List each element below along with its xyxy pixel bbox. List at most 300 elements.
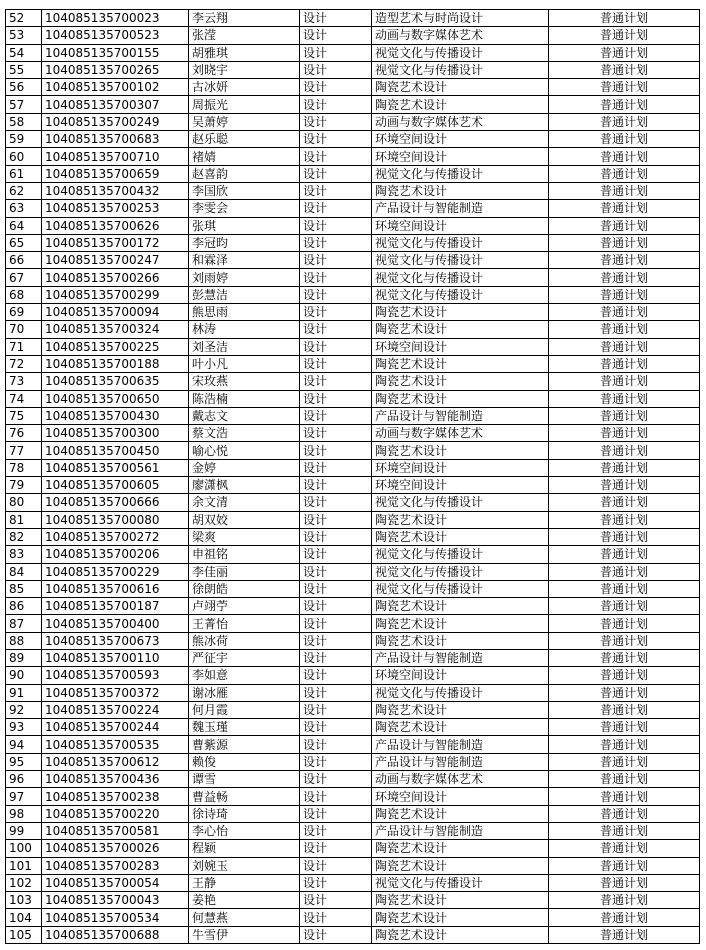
- subject-category: 设计: [300, 234, 372, 251]
- subject-category: 设计: [300, 701, 372, 718]
- major-name: 视觉文化与传播设计: [372, 563, 549, 580]
- student-name: 卢翊苧: [189, 598, 300, 615]
- table-row: [6, 840, 700, 857]
- admission-plan: 普通计划: [549, 511, 700, 528]
- subject-category: 设计: [300, 909, 372, 926]
- student-name: 彭慧洁: [189, 286, 300, 303]
- table-row: [6, 857, 700, 874]
- subject-category: 设计: [300, 286, 372, 303]
- table-row: [6, 304, 700, 321]
- subject-category: 设计: [300, 113, 372, 130]
- table-row: [6, 269, 700, 286]
- admission-plan: 普通计划: [549, 719, 700, 736]
- row-number: 92: [6, 701, 42, 718]
- student-name: 林涛: [189, 321, 300, 338]
- student-name: 褚婧: [189, 148, 300, 165]
- student-name: 陈浩楠: [189, 390, 300, 407]
- row-number: 79: [6, 477, 42, 494]
- major-name: 产品设计与智能制造: [372, 200, 549, 217]
- table-row: [6, 753, 700, 770]
- admission-plan: 普通计划: [549, 909, 700, 926]
- table-row: [6, 926, 700, 943]
- admission-plan: 普通计划: [549, 425, 700, 442]
- major-name: 陶瓷艺术设计: [372, 701, 549, 718]
- major-name: 环境空间设计: [372, 338, 549, 355]
- subject-category: 设计: [300, 61, 372, 78]
- row-number: 93: [6, 719, 42, 736]
- candidate-id: 104085135700650: [42, 390, 189, 407]
- major-name: 陶瓷艺术设计: [372, 321, 549, 338]
- row-number: 99: [6, 822, 42, 839]
- subject-category: 设计: [300, 494, 372, 511]
- admission-plan: 普通计划: [549, 286, 700, 303]
- major-name: 视觉文化与传播设计: [372, 684, 549, 701]
- table-row: [6, 909, 700, 926]
- admission-plan: 普通计划: [549, 598, 700, 615]
- major-name: 陶瓷艺术设计: [372, 857, 549, 874]
- subject-category: 设计: [300, 632, 372, 649]
- candidate-id: 104085135700110: [42, 649, 189, 666]
- candidate-id: 104085135700612: [42, 753, 189, 770]
- table-row: [6, 719, 700, 736]
- candidate-id: 104085135700300: [42, 425, 189, 442]
- row-number: 52: [6, 10, 42, 27]
- candidate-id: 104085135700054: [42, 874, 189, 891]
- subject-category: 设计: [300, 926, 372, 943]
- major-name: 产品设计与智能制造: [372, 649, 549, 666]
- student-name: 刘雨婷: [189, 269, 300, 286]
- student-name: 牛雪伊: [189, 926, 300, 943]
- student-name: 谢冰雁: [189, 684, 300, 701]
- row-number: 77: [6, 442, 42, 459]
- major-name: 陶瓷艺术设计: [372, 511, 549, 528]
- row-number: 95: [6, 753, 42, 770]
- student-name: 张琪: [189, 217, 300, 234]
- candidate-id: 104085135700023: [42, 10, 189, 27]
- admission-plan: 普通计划: [549, 822, 700, 839]
- student-name: 徐朗皓: [189, 580, 300, 597]
- student-name: 周振光: [189, 96, 300, 113]
- table-row: [6, 580, 700, 597]
- candidate-id: 104085135700026: [42, 840, 189, 857]
- table-row: [6, 338, 700, 355]
- candidate-id: 104085135700432: [42, 182, 189, 199]
- student-name: 余文清: [189, 494, 300, 511]
- major-name: 产品设计与智能制造: [372, 407, 549, 424]
- table-row: [6, 165, 700, 182]
- candidate-id: 104085135700593: [42, 667, 189, 684]
- student-name: 李云翔: [189, 10, 300, 27]
- candidate-id: 104085135700172: [42, 234, 189, 251]
- candidate-id: 104085135700372: [42, 684, 189, 701]
- admission-plan: 普通计划: [549, 528, 700, 545]
- row-number: 88: [6, 632, 42, 649]
- row-number: 67: [6, 269, 42, 286]
- table-row: [6, 459, 700, 476]
- major-name: 环境空间设计: [372, 667, 549, 684]
- row-number: 96: [6, 771, 42, 788]
- student-name: 梁爽: [189, 528, 300, 545]
- subject-category: 设计: [300, 182, 372, 199]
- row-number: 101: [6, 857, 42, 874]
- student-name: 申祖铭: [189, 546, 300, 563]
- row-number: 74: [6, 390, 42, 407]
- admission-list-table: [5, 9, 700, 944]
- row-number: 76: [6, 425, 42, 442]
- major-name: 产品设计与智能制造: [372, 753, 549, 770]
- row-number: 83: [6, 546, 42, 563]
- admission-plan: 普通计划: [549, 61, 700, 78]
- subject-category: 设计: [300, 684, 372, 701]
- major-name: 环境空间设计: [372, 459, 549, 476]
- table-row: [6, 788, 700, 805]
- candidate-id: 104085135700400: [42, 615, 189, 632]
- table-row: [6, 701, 700, 718]
- major-name: 视觉文化与传播设计: [372, 286, 549, 303]
- major-name: 陶瓷艺术设计: [372, 79, 549, 96]
- candidate-id: 104085135700244: [42, 719, 189, 736]
- row-number: 94: [6, 736, 42, 753]
- student-name: 胡双姣: [189, 511, 300, 528]
- table-row: [6, 79, 700, 96]
- row-number: 70: [6, 321, 42, 338]
- admission-plan: 普通计划: [549, 27, 700, 44]
- table-row: [6, 148, 700, 165]
- subject-category: 设计: [300, 649, 372, 666]
- major-name: 视觉文化与传播设计: [372, 61, 549, 78]
- subject-category: 设计: [300, 459, 372, 476]
- subject-category: 设计: [300, 788, 372, 805]
- admission-plan: 普通计划: [549, 79, 700, 96]
- student-name: 李冠昀: [189, 234, 300, 251]
- student-name: 刘晓宇: [189, 61, 300, 78]
- candidate-id: 104085135700666: [42, 494, 189, 511]
- student-name: 刘婉玉: [189, 857, 300, 874]
- row-number: 61: [6, 165, 42, 182]
- major-name: 动画与数字媒体艺术: [372, 113, 549, 130]
- candidate-id: 104085135700307: [42, 96, 189, 113]
- candidate-id: 104085135700225: [42, 338, 189, 355]
- major-name: 环境空间设计: [372, 131, 549, 148]
- subject-category: 设计: [300, 44, 372, 61]
- row-number: 62: [6, 182, 42, 199]
- admission-plan: 普通计划: [549, 736, 700, 753]
- table-row: [6, 477, 700, 494]
- student-name: 姜艳: [189, 892, 300, 909]
- admission-plan: 普通计划: [549, 753, 700, 770]
- major-name: 造型艺术与时尚设计: [372, 10, 549, 27]
- subject-category: 设计: [300, 252, 372, 269]
- admission-plan: 普通计划: [549, 234, 700, 251]
- table-row: [6, 667, 700, 684]
- candidate-id: 104085135700224: [42, 701, 189, 718]
- major-name: 环境空间设计: [372, 148, 549, 165]
- subject-category: 设计: [300, 442, 372, 459]
- major-name: 视觉文化与传播设计: [372, 874, 549, 891]
- table-row: [6, 182, 700, 199]
- student-name: 戴志文: [189, 407, 300, 424]
- student-name: 刘圣洁: [189, 338, 300, 355]
- admission-plan: 普通计划: [549, 874, 700, 891]
- major-name: 产品设计与智能制造: [372, 822, 549, 839]
- subject-category: 设计: [300, 528, 372, 545]
- table-row: [6, 598, 700, 615]
- candidate-id: 104085135700247: [42, 252, 189, 269]
- candidate-id: 104085135700561: [42, 459, 189, 476]
- major-name: 视觉文化与传播设计: [372, 546, 549, 563]
- table-row: [6, 528, 700, 545]
- admission-plan: 普通计划: [549, 684, 700, 701]
- student-name: 程颖: [189, 840, 300, 857]
- admission-plan: 普通计划: [549, 44, 700, 61]
- subject-category: 设计: [300, 148, 372, 165]
- admission-plan: 普通计划: [549, 10, 700, 27]
- table-row: [6, 546, 700, 563]
- subject-category: 设计: [300, 27, 372, 44]
- major-name: 陶瓷艺术设计: [372, 719, 549, 736]
- admission-plan: 普通计划: [549, 269, 700, 286]
- candidate-id: 104085135700673: [42, 632, 189, 649]
- major-name: 陶瓷艺术设计: [372, 373, 549, 390]
- candidate-id: 104085135700220: [42, 805, 189, 822]
- subject-category: 设计: [300, 805, 372, 822]
- table-row: [6, 44, 700, 61]
- row-number: 57: [6, 96, 42, 113]
- candidate-id: 104085135700534: [42, 909, 189, 926]
- student-name: 王静: [189, 874, 300, 891]
- row-number: 78: [6, 459, 42, 476]
- candidate-id: 104085135700324: [42, 321, 189, 338]
- row-number: 71: [6, 338, 42, 355]
- subject-category: 设计: [300, 165, 372, 182]
- admission-plan: 普通计划: [549, 771, 700, 788]
- table-row: [6, 822, 700, 839]
- row-number: 81: [6, 511, 42, 528]
- student-name: 王菁怡: [189, 615, 300, 632]
- subject-category: 设计: [300, 892, 372, 909]
- row-number: 104: [6, 909, 42, 926]
- student-name: 宋玫燕: [189, 373, 300, 390]
- subject-category: 设计: [300, 598, 372, 615]
- major-name: 陶瓷艺术设计: [372, 632, 549, 649]
- subject-category: 设计: [300, 338, 372, 355]
- candidate-id: 104085135700430: [42, 407, 189, 424]
- table-row: [6, 511, 700, 528]
- major-name: 陶瓷艺术设计: [372, 390, 549, 407]
- candidate-id: 104085135700635: [42, 373, 189, 390]
- row-number: 58: [6, 113, 42, 130]
- table-row: [6, 390, 700, 407]
- major-name: 陶瓷艺术设计: [372, 926, 549, 943]
- student-name: 吴萧婷: [189, 113, 300, 130]
- table-row: [6, 736, 700, 753]
- candidate-id: 104085135700535: [42, 736, 189, 753]
- table-row: [6, 494, 700, 511]
- row-number: 87: [6, 615, 42, 632]
- major-name: 动画与数字媒体艺术: [372, 425, 549, 442]
- row-number: 66: [6, 252, 42, 269]
- major-name: 视觉文化与传播设计: [372, 252, 549, 269]
- major-name: 陶瓷艺术设计: [372, 892, 549, 909]
- subject-category: 设计: [300, 373, 372, 390]
- admission-plan: 普通计划: [549, 840, 700, 857]
- subject-category: 设计: [300, 269, 372, 286]
- admission-plan: 普通计划: [549, 701, 700, 718]
- table-row: [6, 286, 700, 303]
- row-number: 56: [6, 79, 42, 96]
- student-name: 叶小凡: [189, 355, 300, 372]
- row-number: 64: [6, 217, 42, 234]
- table-row: [6, 217, 700, 234]
- subject-category: 设计: [300, 840, 372, 857]
- subject-category: 设计: [300, 407, 372, 424]
- major-name: 视觉文化与传播设计: [372, 494, 549, 511]
- student-name: 李国欣: [189, 182, 300, 199]
- row-number: 84: [6, 563, 42, 580]
- major-name: 陶瓷艺术设计: [372, 598, 549, 615]
- table-row: [6, 563, 700, 580]
- major-name: 视觉文化与传播设计: [372, 44, 549, 61]
- subject-category: 设计: [300, 822, 372, 839]
- admission-plan: 普通计划: [549, 563, 700, 580]
- table-row: [6, 771, 700, 788]
- student-name: 赵乐聪: [189, 131, 300, 148]
- major-name: 视觉文化与传播设计: [372, 269, 549, 286]
- admission-plan: 普通计划: [549, 857, 700, 874]
- row-number: 54: [6, 44, 42, 61]
- subject-category: 设计: [300, 96, 372, 113]
- admission-plan: 普通计划: [549, 580, 700, 597]
- table-row: [6, 252, 700, 269]
- candidate-id: 104085135700450: [42, 442, 189, 459]
- admission-plan: 普通计划: [549, 131, 700, 148]
- row-number: 73: [6, 373, 42, 390]
- admission-plan: 普通计划: [549, 494, 700, 511]
- row-number: 90: [6, 667, 42, 684]
- row-number: 75: [6, 407, 42, 424]
- candidate-id: 104085135700249: [42, 113, 189, 130]
- row-number: 85: [6, 580, 42, 597]
- student-name: 赖俊: [189, 753, 300, 770]
- admission-plan: 普通计划: [549, 252, 700, 269]
- subject-category: 设计: [300, 857, 372, 874]
- row-number: 105: [6, 926, 42, 943]
- student-name: 谭雪: [189, 771, 300, 788]
- row-number: 60: [6, 148, 42, 165]
- student-name: 张滢: [189, 27, 300, 44]
- table-row: [6, 649, 700, 666]
- student-name: 喻心悦: [189, 442, 300, 459]
- candidate-id: 104085135700253: [42, 200, 189, 217]
- candidate-id: 104085135700080: [42, 511, 189, 528]
- admission-plan: 普通计划: [549, 355, 700, 372]
- admission-plan: 普通计划: [549, 805, 700, 822]
- student-name: 李如意: [189, 667, 300, 684]
- student-name: 赵喜韵: [189, 165, 300, 182]
- candidate-id: 104085135700581: [42, 822, 189, 839]
- major-name: 陶瓷艺术设计: [372, 355, 549, 372]
- student-name: 曹益畅: [189, 788, 300, 805]
- major-name: 陶瓷艺术设计: [372, 304, 549, 321]
- admission-plan: 普通计划: [549, 321, 700, 338]
- table-row: [6, 355, 700, 372]
- admission-plan: 普通计划: [549, 304, 700, 321]
- candidate-id: 104085135700043: [42, 892, 189, 909]
- admission-plan: 普通计划: [549, 649, 700, 666]
- subject-category: 设计: [300, 615, 372, 632]
- candidate-id: 104085135700710: [42, 148, 189, 165]
- subject-category: 设计: [300, 10, 372, 27]
- subject-category: 设计: [300, 771, 372, 788]
- admission-plan: 普通计划: [549, 148, 700, 165]
- admission-plan: 普通计划: [549, 459, 700, 476]
- student-name: 古冰妍: [189, 79, 300, 96]
- admission-plan: 普通计划: [549, 546, 700, 563]
- candidate-id: 104085135700265: [42, 61, 189, 78]
- candidate-id: 104085135700229: [42, 563, 189, 580]
- subject-category: 设计: [300, 477, 372, 494]
- table-row: [6, 425, 700, 442]
- admission-plan: 普通计划: [549, 477, 700, 494]
- admission-plan: 普通计划: [549, 373, 700, 390]
- major-name: 产品设计与智能制造: [372, 736, 549, 753]
- major-name: 陶瓷艺术设计: [372, 528, 549, 545]
- major-name: 陶瓷艺术设计: [372, 909, 549, 926]
- table-row: [6, 131, 700, 148]
- major-name: 动画与数字媒体艺术: [372, 771, 549, 788]
- row-number: 103: [6, 892, 42, 909]
- table-row: [6, 874, 700, 891]
- student-name: 熊思雨: [189, 304, 300, 321]
- major-name: 环境空间设计: [372, 477, 549, 494]
- row-number: 59: [6, 131, 42, 148]
- student-name: 李佳丽: [189, 563, 300, 580]
- candidate-id: 104085135700238: [42, 788, 189, 805]
- subject-category: 设计: [300, 753, 372, 770]
- table-row: [6, 373, 700, 390]
- admission-plan: 普通计划: [549, 165, 700, 182]
- major-name: 陶瓷艺术设计: [372, 182, 549, 199]
- subject-category: 设计: [300, 390, 372, 407]
- row-number: 102: [6, 874, 42, 891]
- admission-plan: 普通计划: [549, 390, 700, 407]
- table-row: [6, 27, 700, 44]
- row-number: 68: [6, 286, 42, 303]
- major-name: 环境空间设计: [372, 788, 549, 805]
- major-name: 陶瓷艺术设计: [372, 442, 549, 459]
- student-name: 徐诗琦: [189, 805, 300, 822]
- candidate-id: 104085135700683: [42, 131, 189, 148]
- table-row: [6, 113, 700, 130]
- major-name: 陶瓷艺术设计: [372, 805, 549, 822]
- major-name: 视觉文化与传播设计: [372, 165, 549, 182]
- candidate-id: 104085135700436: [42, 771, 189, 788]
- candidate-id: 104085135700283: [42, 857, 189, 874]
- major-name: 视觉文化与传播设计: [372, 234, 549, 251]
- student-name: 金婷: [189, 459, 300, 476]
- admission-plan: 普通计划: [549, 407, 700, 424]
- candidate-id: 104085135700266: [42, 269, 189, 286]
- subject-category: 设计: [300, 546, 372, 563]
- candidate-id: 104085135700616: [42, 580, 189, 597]
- subject-category: 设计: [300, 355, 372, 372]
- candidate-id: 104085135700272: [42, 528, 189, 545]
- student-name: 何慧燕: [189, 909, 300, 926]
- subject-category: 设计: [300, 217, 372, 234]
- admission-plan: 普通计划: [549, 442, 700, 459]
- student-name: 李雯会: [189, 200, 300, 217]
- student-name: 廖潇枫: [189, 477, 300, 494]
